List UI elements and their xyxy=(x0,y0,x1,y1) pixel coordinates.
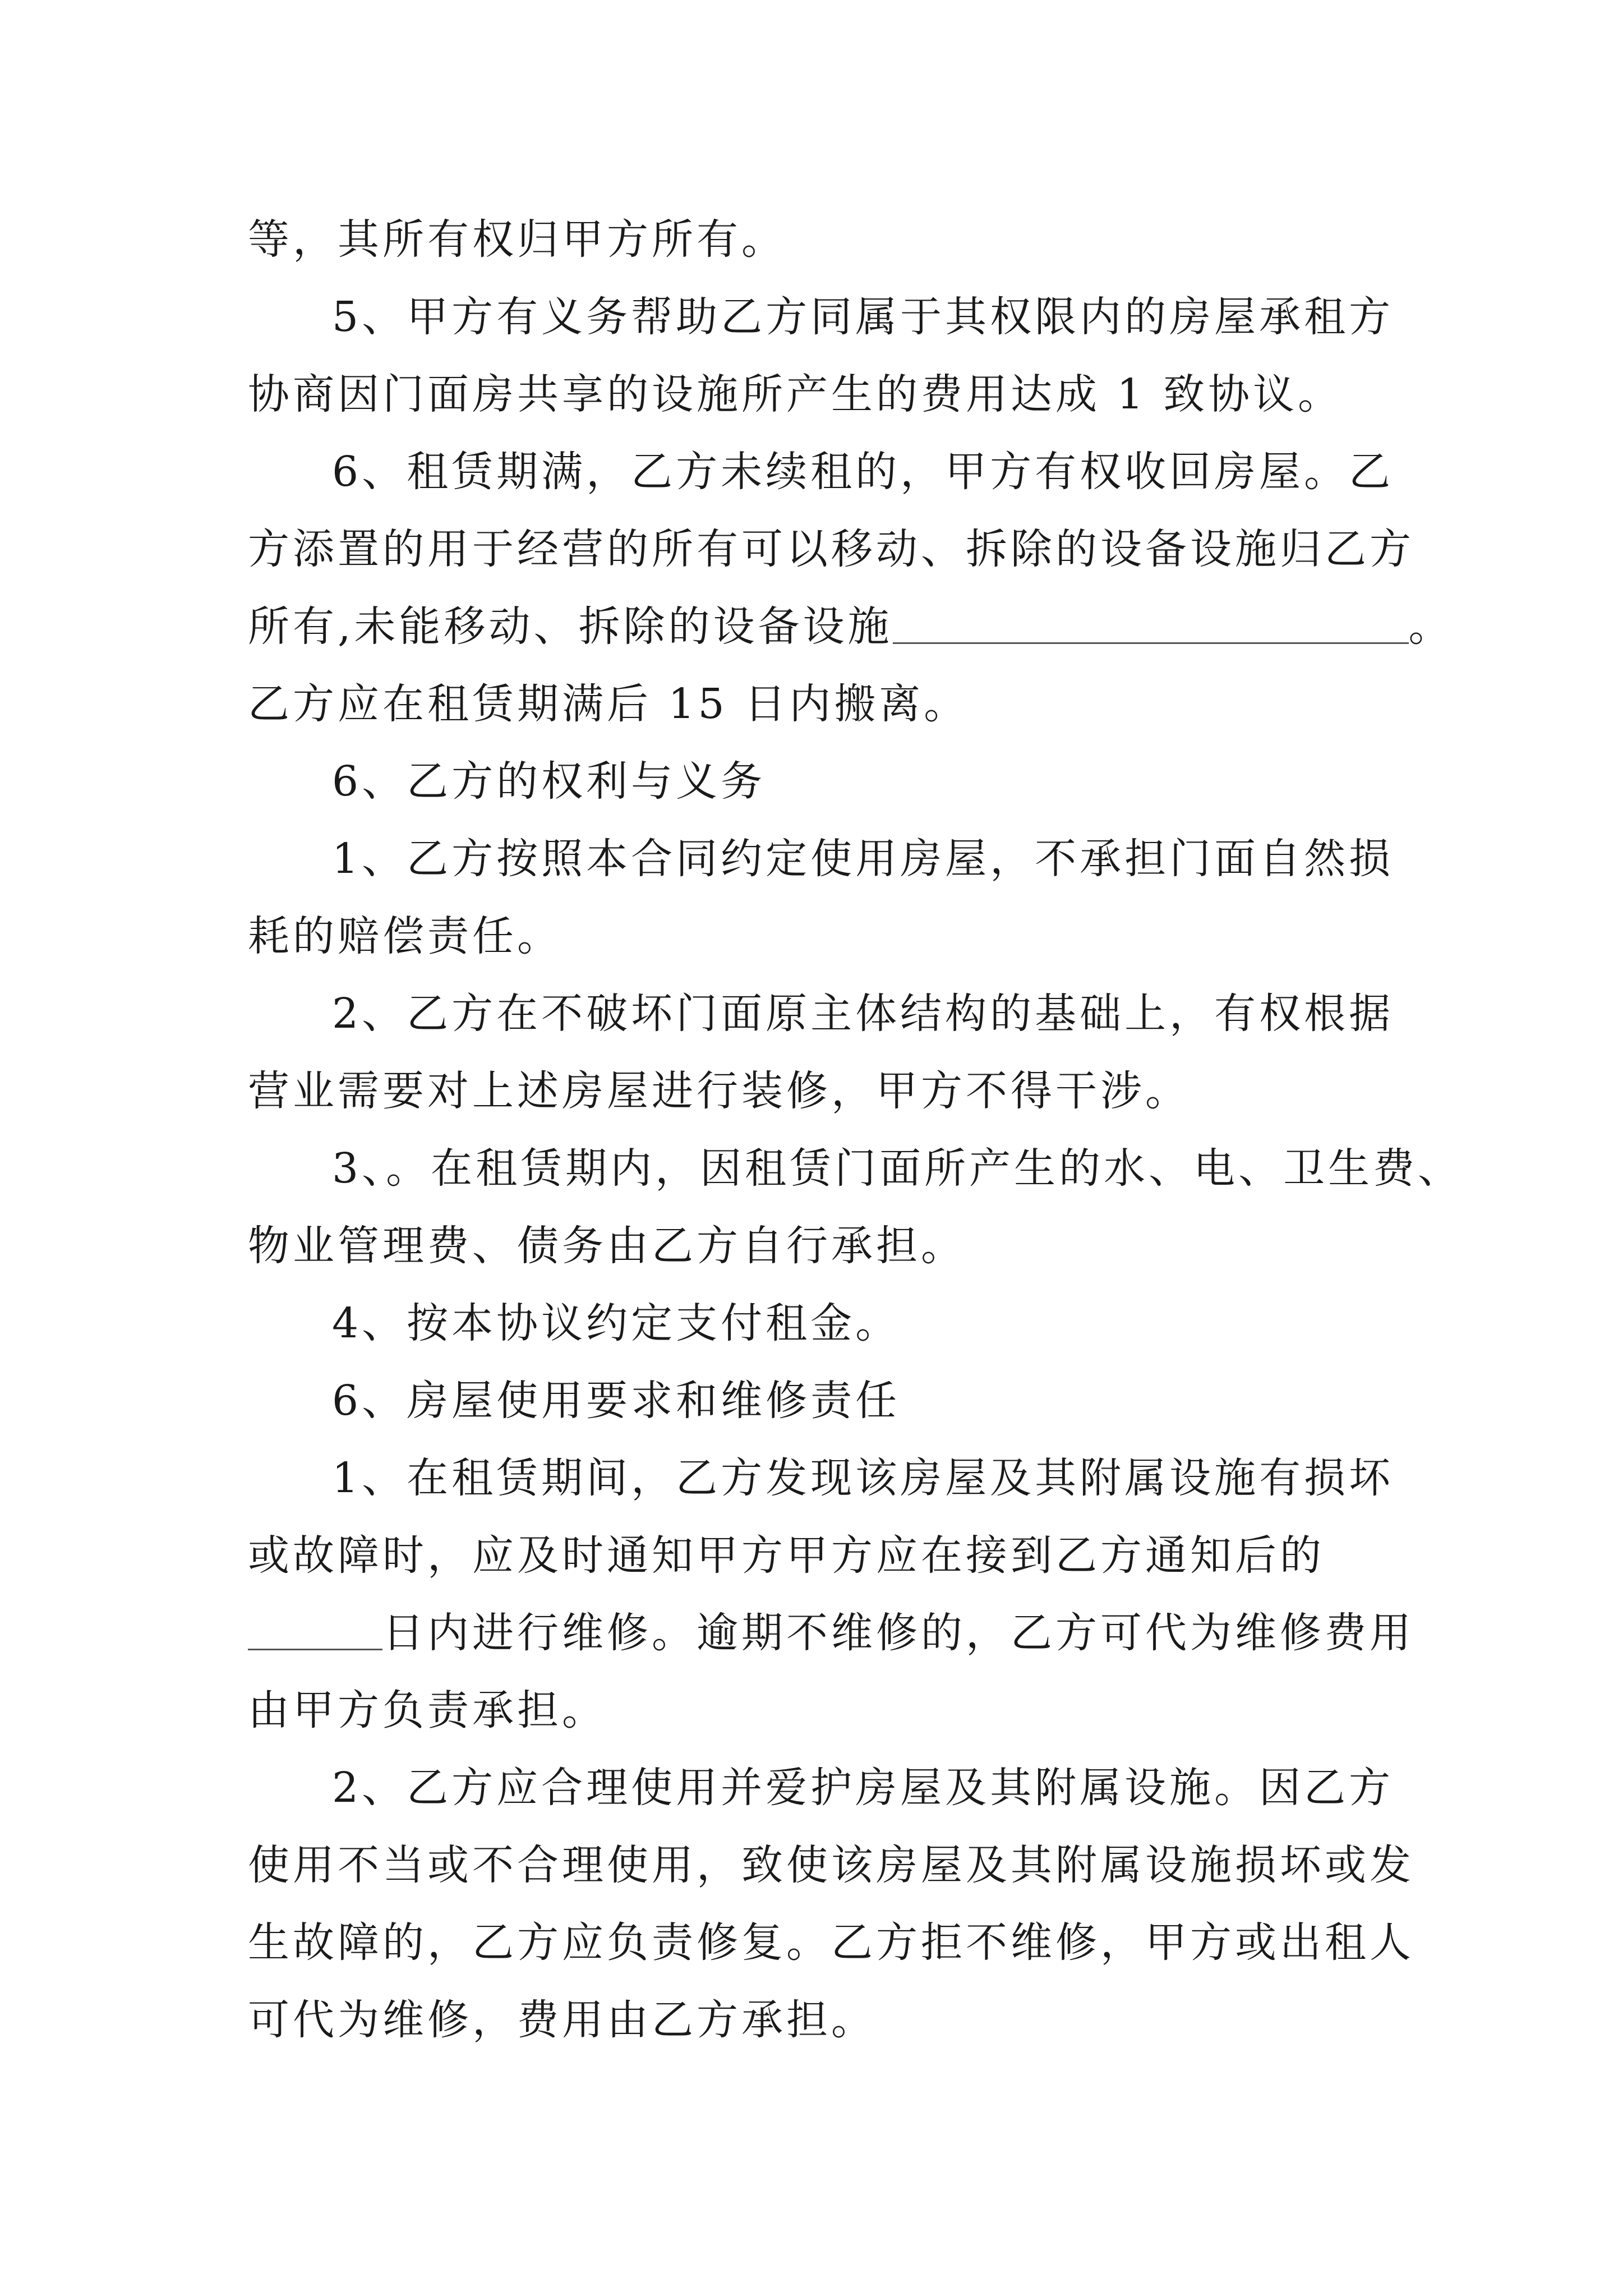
paragraph-line: 2、乙方在不破坏门面原主体结构的基础上，有权根据 xyxy=(332,990,1394,1038)
text-line: 或故障时，应及时通知甲方甲方应在接到乙方通知后的 xyxy=(248,1531,1325,1580)
text-line: 乙方应在租赁期满后 15 日内搬离。 xyxy=(248,680,969,728)
fill-in-blank xyxy=(248,1608,382,1650)
paragraph-line: 3、。在租赁期内，因租赁门面所产生的水、电、卫生费、 xyxy=(332,1144,1463,1193)
fill-in-blank xyxy=(893,602,1409,644)
paragraph-line: 2、乙方应合理使用并爱护房屋及其附属设施。因乙方 xyxy=(332,1764,1394,1812)
section-heading: 6、乙方的权利与义务 xyxy=(332,757,766,806)
paragraph-line: 1、在租赁期间，乙方发现该房屋及其附属设施有损坏 xyxy=(332,1454,1394,1502)
paragraph-line: 6、租赁期满，乙方未续租的，甲方有权收回房屋。乙 xyxy=(332,448,1394,496)
text-line-with-blank xyxy=(248,1594,1414,1672)
text-segment: 。 xyxy=(1408,602,1454,651)
text-line: 营业需要对上述房屋进行装修，甲方不得干涉。 xyxy=(248,1067,1190,1115)
paragraph-line: 5、甲方有义务帮助乙方同属于其权限内的房屋承租方 xyxy=(332,293,1394,341)
section-heading: 6、房屋使用要求和维修责任 xyxy=(332,1377,901,1425)
text-segment: 所有,未能移动、拆除的设备设施 xyxy=(248,602,893,651)
text-line: 协商因门面房共享的设施所产生的费用达成 1 致协议。 xyxy=(248,370,1343,418)
text-line: 耗的赔偿责任。 xyxy=(248,912,562,960)
text-line: 物业管理费、债务由乙方自行承担。 xyxy=(248,1222,966,1270)
paragraph-line: 4、按本协议约定支付租金。 xyxy=(332,1299,901,1347)
text-line: 等，其所有权归甲方所有。 xyxy=(248,215,786,264)
text-line: 方添置的用于经营的所有可以移动、拆除的设备设施归乙方 xyxy=(248,525,1414,573)
text-line: 使用不当或不合理使用，致使该房屋及其附属设施损坏或发 xyxy=(248,1841,1414,1889)
text-line: 生故障的，乙方应负责修复。乙方拒不维修，甲方或出租人 xyxy=(248,1918,1414,1967)
document-body xyxy=(248,201,1463,2059)
paragraph-line: 1、乙方按照本合同约定使用房屋，不承担门面自然损 xyxy=(332,835,1394,883)
text-line: 由甲方负责承担。 xyxy=(248,1686,607,1734)
text-line: 可代为维修，费用由乙方承担。 xyxy=(248,1996,876,2044)
text-segment: 日内进行维修。逾期不维修的，乙方可代为维修费用 xyxy=(382,1609,1414,1657)
text-line-with-blank xyxy=(248,588,1454,665)
